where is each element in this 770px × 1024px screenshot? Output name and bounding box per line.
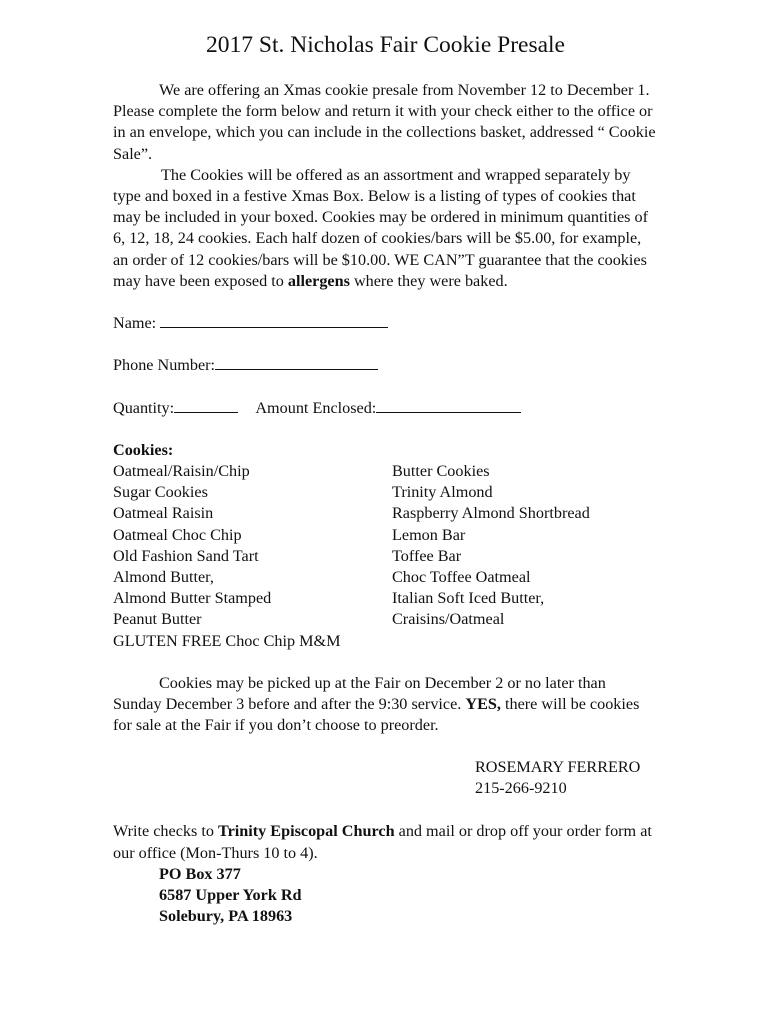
list-item: GLUTEN FREE Choc Chip M&M [113,631,341,650]
page-title: 2017 St. Nicholas Fair Cookie Presale [206,32,565,58]
contact-name: ROSEMARY FERRERO [475,758,641,777]
contact-block [475,757,658,799]
list-item: Lemon Bar [392,525,466,544]
amount-blank-line[interactable] [376,398,521,413]
church-name-emphasis: Trinity Episcopal Church [217,822,395,841]
list-item: Butter Cookies [392,462,490,481]
intro-p2-text-end: where they were baked. [349,271,508,290]
address-line-1: PO Box 377 [159,864,241,883]
list-item: Almond Butter, [113,568,214,587]
list-item: Old Fashion Sand Tart [113,546,259,565]
intro-paragraph-2 [113,165,658,292]
quantity-label: Quantity: [113,399,175,418]
list-item: Almond Butter Stamped [113,589,272,608]
phone-blank-line[interactable] [215,355,378,370]
quantity-blank-line[interactable] [174,398,238,413]
mailing-address [159,864,658,927]
document-page [113,30,658,927]
pickup-paragraph [113,673,658,737]
list-item: Oatmeal Choc Chip [113,525,242,544]
name-blank-line[interactable] [160,313,388,328]
phone-label: Phone Number: [113,356,216,375]
cookies-heading: Cookies: [113,441,174,460]
amount-label: Amount Enclosed: [255,399,377,418]
cookies-list [113,461,658,652]
cookies-column-1 [113,461,392,652]
list-item: Craisins/Oatmeal [392,610,505,629]
yes-emphasis: YES, [465,695,501,714]
checks-text-start: Write checks to [113,822,218,841]
list-item: Toffee Bar [392,546,462,565]
list-item: Choc Toffee Oatmeal [392,568,531,587]
pickup-text-end: there will be cookies for sale at the Fair if you don’t choose to preorder. [113,695,640,735]
intro-paragraph-1: We are offering an Xmas cookie presale from November 12 to December 1. Please complete the form below and return it with your check either to the office or in an envelope, which you can include in the collections basket, addressed “ Cookie Sale”. [113,81,656,163]
list-item: Sugar Cookies [113,483,208,502]
contact-phone: 215-266-9210 [475,779,567,798]
allergens-emphasis: allergens [287,271,350,290]
quantity-amount-field [113,398,658,419]
list-item: Peanut Butter [113,610,202,629]
list-item: Italian Soft Iced Butter, [392,589,545,608]
address-line-3: Solebury, PA 18963 [159,906,293,925]
list-item: Oatmeal Raisin [113,504,214,523]
name-field [113,313,658,334]
pickup-text-start: Cookies may be picked up at the Fair on December 2 or no later than Sunday December 3 before and after the 9:30 service. [113,673,606,714]
phone-field [113,355,658,376]
checks-text-end: and mail or drop off your order form at our office (Mon-Thurs 10 to 4). [113,822,652,862]
list-item: Trinity Almond [392,483,493,502]
cookies-column-2 [392,461,658,652]
intro-p2-text-start: The Cookies will be offered as an assortment and wrapped separately by type and boxed in a festive Xmas Box. Below is a listing of types of cookies that may be included in your boxed. Cookies may be ordered in minimum quantities of 6, 12, 18, 24 cookies. Each half dozen of cookies/bars will be $5.00, for example, an order of 12 cookies/bars will be $10.00. WE CAN”T guarantee that the cookies may have been exposed to [113,165,648,290]
list-item: Oatmeal/Raisin/Chip [113,462,250,481]
name-label: Name: [113,314,161,333]
cookies-section [113,440,658,652]
checks-paragraph [113,821,658,863]
address-line-2: 6587 Upper York Rd [159,885,302,904]
list-item: Raspberry Almond Shortbread [392,504,590,523]
